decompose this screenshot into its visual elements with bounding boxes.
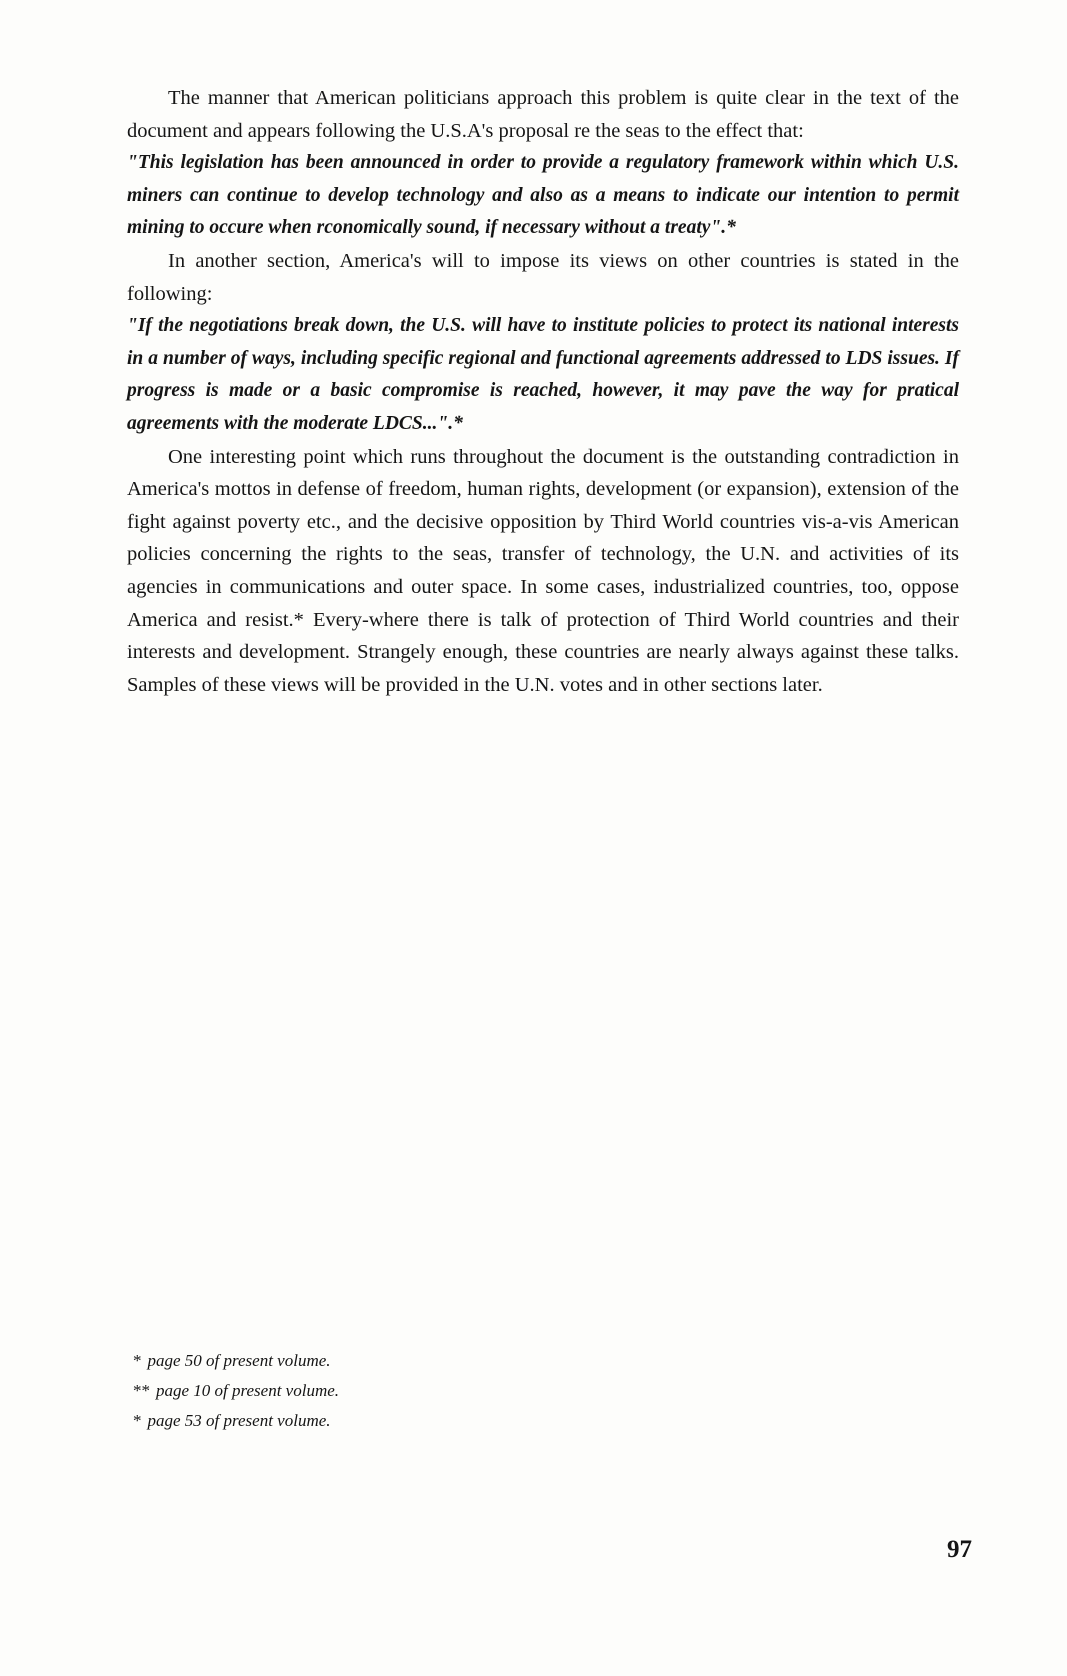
footnote <box>133 1346 733 1376</box>
paragraph-another-section: In another section, America's will to impose its views on other countries is stated in the following: <box>127 249 959 305</box>
footnote-mark: ** <box>133 1381 150 1400</box>
body-text <box>127 82 959 701</box>
footnote-text: page 53 of present volume. <box>147 1411 331 1430</box>
footnote <box>133 1376 733 1406</box>
paragraph-contradiction: One interesting point which runs throughout the document is the outstanding contradiction in America's mottos in defense of freedom, human rights, development (or expansion), extension of the fight against poverty etc., and the decisive opposition by Third World countries vis-a-vis American policies concerning the rights to the seas, transfer of technology, the U.N. and activities of its agencies in communications and outer space. In some cases, industrialized countries, too, oppose America and resist.* Every-where there is talk of protection of Third World countries and their interests and development. Strangely enough, these countries are nearly always against these talks. Samples of these views will be provided in the U.N. votes and in other sections later. <box>127 445 959 696</box>
paragraph-intro: The manner that American politicians approach this problem is quite clear in the text of the document and appears following the U.S.A's proposal re the seas to the effect that: <box>127 87 959 142</box>
footnotes <box>133 1346 733 1436</box>
footnote-text: page 50 of present volume. <box>147 1351 331 1370</box>
page-number: 97 <box>947 1536 972 1563</box>
quote-negotiations: "If the negotiations break down, the U.S. will have to institute policies to protect its national interests in a number of ways, including specific regional and functional agreements addressed to LDS issues. If progress is made or a basic compromise is reached, however, it may pave the way for pratical agreements with the moderate LDCS...".* <box>127 315 959 434</box>
footnote-mark: * <box>133 1351 142 1370</box>
footnote <box>133 1406 733 1436</box>
quote-legislation: "This legislation has been announced in order to provide a regulatory framework within which U.S. miners can continue to develop technology and also as a means to indicate our intention to permit mining to occure when rconomically sound, if necessary without a treaty".* <box>127 152 959 239</box>
footnote-mark: * <box>133 1411 142 1430</box>
footnote-text: page 10 of present volume. <box>156 1381 340 1400</box>
